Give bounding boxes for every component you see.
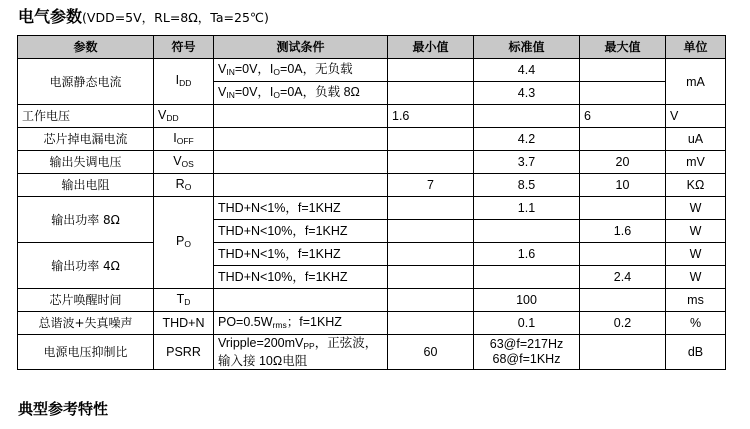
typ-cell: 1.1 (474, 197, 580, 220)
param-cell: 输出失调电压 (18, 151, 154, 174)
typ-cell: 1.6 (474, 243, 580, 266)
min-cell (388, 243, 474, 266)
table-header-row (18, 36, 726, 59)
min-cell (388, 312, 474, 335)
max-cell: 1.6 (580, 220, 666, 243)
param-cell: 电源静态电流 (18, 59, 154, 105)
header-min: 最小值 (388, 36, 474, 59)
table-row (18, 128, 726, 151)
section-title-main: 电气参数 (18, 7, 83, 26)
section-title-typical-characteristics: 典型参考特性 (18, 400, 109, 418)
electrical-parameters-table (17, 35, 726, 370)
symbol-cell: $T_D$ (154, 289, 214, 312)
symbol-cell: PSRR (154, 335, 214, 370)
param-cell: 输出功率 4Ω (18, 243, 154, 289)
header-conditions: 测试条件 (214, 36, 388, 59)
typ-cell: 100 (474, 289, 580, 312)
min-cell (388, 59, 474, 82)
condition-cell: $Vripple=200mV_{PP}$，正弦波，输入接 10Ω电阻 (214, 335, 388, 370)
condition-cell: THD+N<1%，f=1KHZ (214, 243, 388, 266)
condition-cell: $V_{IN}=0V$，$I_O=0A$，无负载 (214, 59, 388, 82)
condition-cell (214, 289, 388, 312)
unit-cell: % (666, 312, 726, 335)
param-cell: 输出电阻 (18, 174, 154, 197)
min-cell (388, 151, 474, 174)
min-cell (388, 220, 474, 243)
min-cell: 1.6 (388, 105, 474, 128)
param-cell: 总谐波+失真噪声 (18, 312, 154, 335)
symbol-cell: THD+N (154, 312, 214, 335)
header-unit: 单位 (666, 36, 726, 59)
unit-cell: W (666, 266, 726, 289)
condition-cell: THD+N<10%，f=1KHZ (214, 266, 388, 289)
unit-cell: dB (666, 335, 726, 370)
typ-cell (474, 266, 580, 289)
param-cell: 工作电压 (18, 105, 154, 128)
table-row (18, 105, 726, 128)
unit-cell: W (666, 197, 726, 220)
min-cell: 60 (388, 335, 474, 370)
unit-cell: W (666, 220, 726, 243)
max-cell: 6 (580, 105, 666, 128)
table-row (18, 59, 726, 82)
section-title (18, 4, 269, 27)
condition-cell (214, 128, 388, 151)
max-cell: 10 (580, 174, 666, 197)
table-row (18, 289, 726, 312)
table-row (18, 197, 726, 220)
condition-cell: THD+N<1%，f=1KHZ (214, 197, 388, 220)
param-cell: 电源电压抑制比 (18, 335, 154, 370)
max-cell (580, 289, 666, 312)
min-cell (388, 82, 474, 105)
table-row (18, 335, 726, 370)
max-cell (580, 243, 666, 266)
typ-cell: 4.4 (474, 59, 580, 82)
table-row (18, 243, 726, 266)
condition-cell: THD+N<10%，f=1KHZ (214, 220, 388, 243)
condition-cell (214, 105, 388, 128)
max-cell: 20 (580, 151, 666, 174)
unit-cell: mV (666, 151, 726, 174)
typ-cell: 4.2 (474, 128, 580, 151)
condition-cell (214, 174, 388, 197)
table-row (18, 151, 726, 174)
max-cell: 0.2 (580, 312, 666, 335)
header-max: 最大值 (580, 36, 666, 59)
table-row (18, 312, 726, 335)
unit-cell: mA (666, 59, 726, 105)
max-cell (580, 197, 666, 220)
max-cell: 2.4 (580, 266, 666, 289)
condition-cell: $V_{IN}=0V$，$I_O=0A$，负载 8Ω (214, 82, 388, 105)
max-cell (580, 128, 666, 151)
min-cell (388, 289, 474, 312)
param-cell: 输出功率 8Ω (18, 197, 154, 243)
symbol-cell: $I_{DD}$ (154, 59, 214, 105)
param-cell: 芯片掉电漏电流 (18, 128, 154, 151)
header-typ: 标准值 (474, 36, 580, 59)
typ-cell (474, 105, 580, 128)
param-cell: 芯片唤醒时间 (18, 289, 154, 312)
condition-cell: $PO=0.5W_{rms}$；f=1KHZ (214, 312, 388, 335)
max-cell (580, 335, 666, 370)
max-cell (580, 59, 666, 82)
max-cell (580, 82, 666, 105)
typ-cell: 8.5 (474, 174, 580, 197)
symbol-cell: $V_{OS}$ (154, 151, 214, 174)
typ-cell: 4.3 (474, 82, 580, 105)
unit-cell: ms (666, 289, 726, 312)
typ-cell: 63@f=217Hz 68@f=1KHz (474, 335, 580, 370)
min-cell (388, 128, 474, 151)
typ-cell: 3.7 (474, 151, 580, 174)
table-row (18, 174, 726, 197)
symbol-cell: $P_O$ (154, 197, 214, 289)
section-title-conditions: (VDD=5V，RL=8Ω，Ta=25℃) (82, 10, 269, 25)
typ-cell (474, 220, 580, 243)
symbol-cell: $I_{OFF}$ (154, 128, 214, 151)
unit-cell: W (666, 243, 726, 266)
min-cell (388, 266, 474, 289)
typ-cell: 0.1 (474, 312, 580, 335)
symbol-cell: $R_O$ (154, 174, 214, 197)
unit-cell: V (666, 105, 726, 128)
condition-cell (214, 151, 388, 174)
header-param: 参数 (18, 36, 154, 59)
unit-cell: KΩ (666, 174, 726, 197)
min-cell (388, 197, 474, 220)
unit-cell: uA (666, 128, 726, 151)
header-symbol: 符号 (154, 36, 214, 59)
min-cell: 7 (388, 174, 474, 197)
symbol-cell: $V_{DD}$ (154, 105, 214, 128)
